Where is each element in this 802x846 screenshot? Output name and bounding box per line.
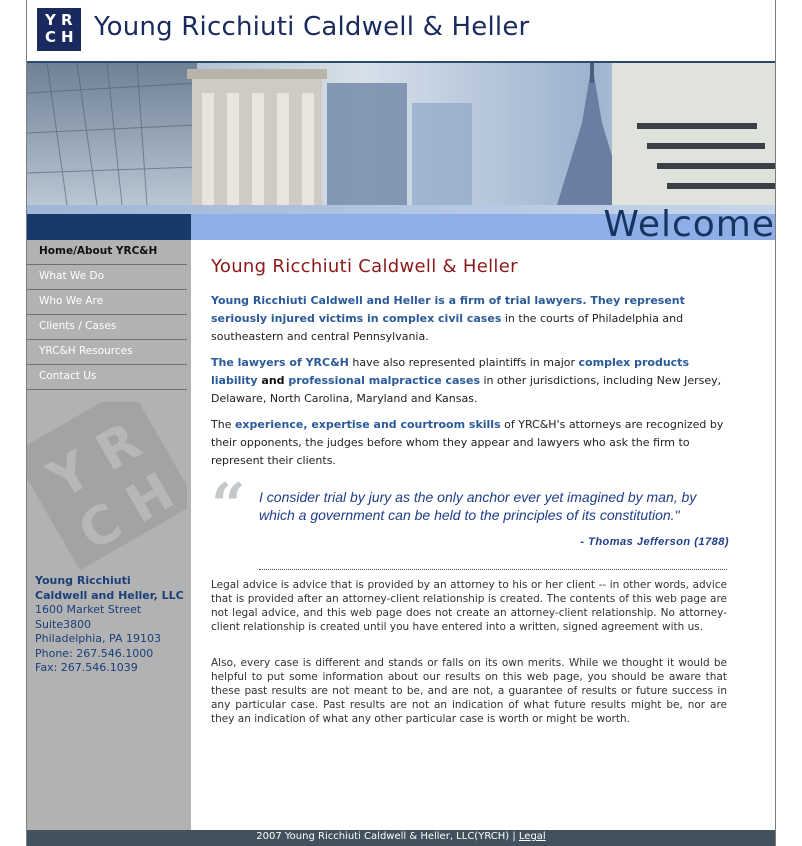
nav-item-clients-cases[interactable] <box>27 315 187 340</box>
welcome-bar-left <box>27 214 191 240</box>
firm-name: Young Ricchiuti Caldwell & Heller <box>94 12 530 42</box>
main-content <box>211 240 741 830</box>
highlight-text: experience, expertise and courtroom skills <box>234 418 501 431</box>
page-title: Young Ricchiuti Caldwell & Heller <box>211 256 518 277</box>
intro-paragraph <box>211 292 731 346</box>
nav-label: Clients / Cases <box>39 320 117 332</box>
highlight-text: Young Ricchiuti Caldwell and Heller is a firm of trial lawyers. They represent seriously injured victims in complex civil cases <box>211 294 685 325</box>
recognition-paragraph <box>211 416 731 470</box>
contact-name: Young Ricchiuti <box>35 574 131 587</box>
highlight-text: professional malpractice cases <box>288 374 480 387</box>
nav-item-who-we-are[interactable] <box>27 290 187 315</box>
header-banner-image <box>27 63 775 205</box>
contact-fax: Fax: 267.546.1039 <box>35 661 138 674</box>
copyright-text: 2007 Young Ricchiuti Caldwell & Heller, LLC(YRCH) | <box>256 831 519 842</box>
nav-item-resources[interactable] <box>27 340 187 365</box>
highlight-text: The lawyers of YRC&H <box>211 356 349 369</box>
logo-watermark <box>27 402 187 592</box>
contact-name: Caldwell and Heller, LLC <box>35 588 184 602</box>
site-header <box>27 0 775 63</box>
logo-letter: H <box>61 28 74 46</box>
contact-info <box>35 574 184 676</box>
nav-label: Who We Are <box>39 295 104 307</box>
disclaimer-paragraph: Legal advice is advice that is provided by an attorney to his or her client -- in other words, advice that is provided after an attorney-client relationship is created. The contents of this web page are not legal advice, and this web page does not create an attorney-client relationship. No attorney-client relationship is created until you have entered into a written, signed agreement with us. <box>211 579 727 633</box>
body-text: The <box>211 418 235 431</box>
quote-text: I consider trial by jury as the only anchor ever yet imagined by man, by which a government can be held to the principles of its constitution." <box>259 489 697 523</box>
nav-item-what-we-do[interactable] <box>27 265 187 290</box>
body-text: of YRC&H's attorneys are recognized by their opponents, the judges before whom they appear and lawyers who ask the firm to represent their clients. <box>211 418 724 467</box>
svg-text:R: R <box>86 411 152 484</box>
logo-letter: Y <box>45 11 56 29</box>
body-text: have also represented plaintiffs in major <box>348 356 579 369</box>
logo[interactable] <box>37 8 81 51</box>
nav-label: Home/About YRC&H <box>39 245 158 257</box>
nav-label: Contact Us <box>39 370 97 382</box>
logo-letter: C <box>45 28 57 46</box>
footer-text <box>27 831 775 842</box>
page-frame <box>26 0 776 846</box>
nav-label: YRC&H Resources <box>39 345 133 357</box>
nav-item-home[interactable] <box>27 240 187 265</box>
logo-letter: R <box>61 11 73 29</box>
divider <box>259 569 727 570</box>
nav-item-contact-us[interactable] <box>27 365 187 390</box>
welcome-heading: Welcome <box>603 204 775 245</box>
quote-attribution: - Thomas Jefferson (1788) <box>580 536 729 548</box>
contact-suite: Suite3800 <box>35 617 92 631</box>
svg-text:C: C <box>68 491 132 563</box>
site-footer <box>27 830 775 846</box>
jurisdictions-paragraph <box>211 354 731 408</box>
body-text: in the courts of Philadelphia and southeastern and central Pennsylvania. <box>211 312 684 343</box>
disclaimer-paragraph: Also, every case is different and stands or falls on its own merits. While we thought it would be helpful to put some information about our results on this web page, you should be aware that these past results are not meant to be, and are not, a guarantee of results or future success in any particular case. Past results are not an indication of what future results might be, nor are they an indication of what any other particular case is worth or might be worth. <box>211 657 727 725</box>
legal-link[interactable]: Legal <box>518 831 546 842</box>
body-text: in other jurisdictions, including New Jersey, Delaware, North Carolina, Maryland and Kansas. <box>211 374 722 405</box>
svg-text:H: H <box>116 461 185 536</box>
nav-label: What We Do <box>39 270 104 282</box>
sidebar <box>27 240 191 830</box>
contact-street: 1600 Market Street <box>35 603 142 616</box>
contact-phone: Phone: 267.546.1000 <box>35 646 154 660</box>
welcome-bar <box>27 204 775 245</box>
body-text: and <box>257 374 289 387</box>
quote-mark-icon: “ <box>211 471 246 541</box>
svg-text:Y: Y <box>38 440 102 511</box>
contact-city: Philadelphia, PA 19103 <box>35 632 161 645</box>
highlight-text: complex products liability <box>211 356 689 387</box>
